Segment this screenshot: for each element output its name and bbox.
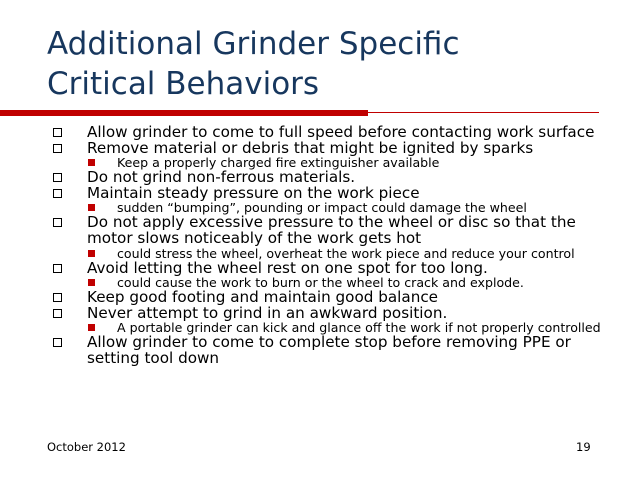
title-underline-thick bbox=[0, 110, 368, 116]
hollow-square-bullet-icon bbox=[53, 264, 62, 273]
bullet-item bbox=[52, 183, 612, 202]
footer-date: October 2012 bbox=[47, 440, 126, 454]
bullet-text: Do not apply excessive pressure to the wheel or disc so that the motor slows noticeably of the work gets hot bbox=[87, 213, 576, 247]
bullet-text: Remove material or debris that might be ignited by sparks bbox=[87, 138, 534, 157]
bullet-item bbox=[52, 258, 612, 277]
filled-square-bullet-icon bbox=[88, 279, 95, 286]
filled-square-bullet-icon bbox=[88, 204, 95, 211]
hollow-square-bullet-icon bbox=[53, 144, 62, 153]
bullet-text: Do not grind non-ferrous materials. bbox=[87, 168, 356, 187]
page-number: 19 bbox=[576, 440, 591, 454]
hollow-square-bullet-icon bbox=[53, 309, 62, 318]
bullet-text: Allow grinder to come to complete stop before removing PPE or setting tool down bbox=[87, 333, 571, 367]
sub-bullet-text: A portable grinder can kick and glance off the work if not properly controlled bbox=[117, 320, 601, 336]
hollow-square-bullet-icon bbox=[53, 338, 62, 347]
hollow-square-bullet-icon bbox=[53, 173, 62, 182]
bullet-text: Avoid letting the wheel rest on one spot for too long. bbox=[87, 258, 488, 277]
slide-title-line-1: Additional Grinder Specific bbox=[47, 26, 460, 62]
hollow-square-bullet-icon bbox=[53, 128, 62, 137]
filled-square-bullet-icon bbox=[88, 250, 95, 257]
bullet-item bbox=[52, 303, 612, 322]
bullet-text: Never attempt to grind in an awkward position. bbox=[87, 303, 448, 322]
bullet-text: Keep good footing and maintain good balance bbox=[87, 288, 439, 307]
title-underline-thin bbox=[368, 112, 599, 113]
hollow-square-bullet-icon bbox=[53, 218, 62, 227]
filled-square-bullet-icon bbox=[88, 159, 95, 166]
slide-title-line-2: Critical Behaviors bbox=[47, 66, 320, 102]
sub-bullet-text: could cause the work to burn or the wheel to crack and explode. bbox=[117, 275, 524, 291]
sub-bullet-text: sudden “bumping”, pounding or impact could damage the wheel bbox=[117, 200, 527, 216]
filled-square-bullet-icon bbox=[88, 324, 95, 331]
slide-title bbox=[47, 24, 607, 104]
hollow-square-bullet-icon bbox=[53, 189, 62, 198]
bullet-text: Allow grinder to come to full speed before contacting work surface bbox=[87, 123, 595, 141]
bullet-list bbox=[52, 125, 612, 367]
bullet-item bbox=[52, 335, 612, 366]
sub-bullet-text: could stress the wheel, overheat the work piece and reduce your control bbox=[117, 245, 575, 261]
sub-bullet-text: Keep a properly charged fire extinguisher available bbox=[117, 155, 440, 171]
bullet-item bbox=[52, 138, 612, 157]
bullet-text: Maintain steady pressure on the work piece bbox=[87, 183, 420, 202]
hollow-square-bullet-icon bbox=[53, 293, 62, 302]
bullet-item bbox=[52, 215, 612, 246]
